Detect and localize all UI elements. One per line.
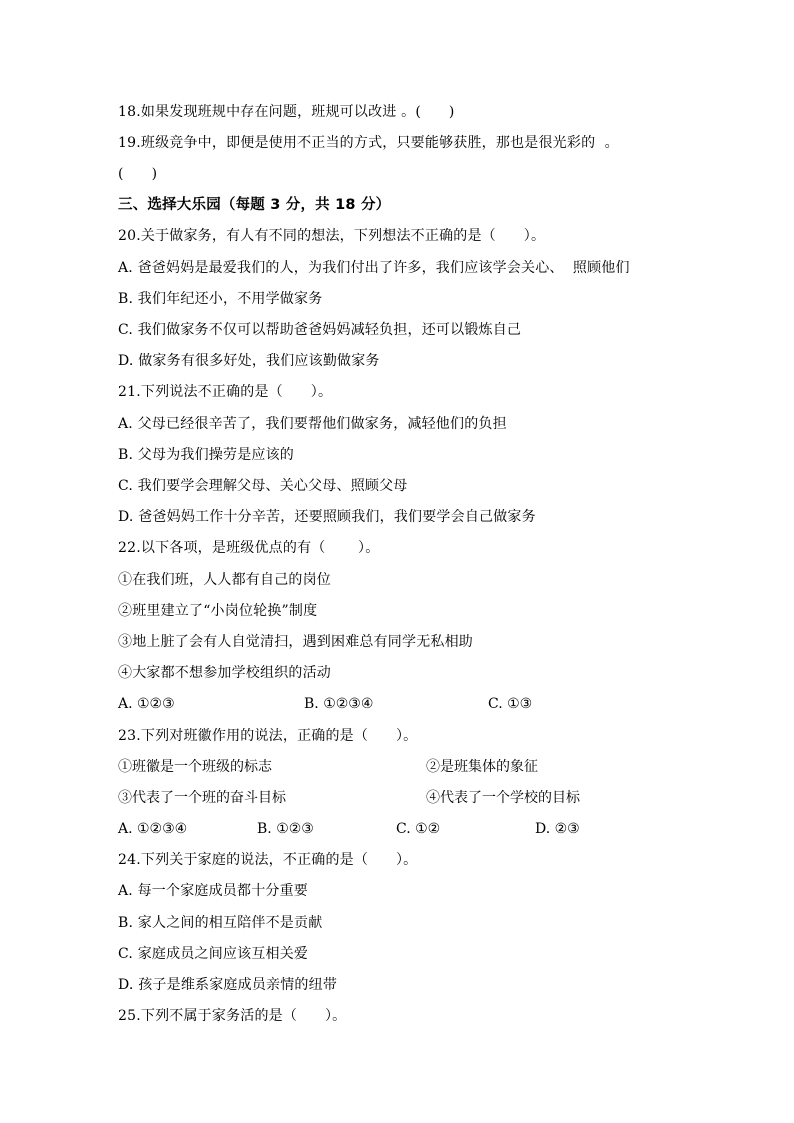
question-19: 19.班级竞争中，即便是使用不正当的方式，只要能够获胜，那也是很光彩的 。 [118,135,619,151]
question-24-option-a: A. 每一个家庭成员都十分重要 [118,883,309,899]
question-19-answer-blank: ( ) [118,166,158,182]
question-22-item-3: ③地上脏了会有人自觉清扫，遇到困难总有同学无私相助 [118,634,473,650]
question-22-option-b: B. ①②③④ [304,696,374,712]
question-20-stem: 20.关于做家务，有人有不同的想法，下列想法不正确的是（ ）。 [118,228,546,244]
question-20-option-b: B. 我们年纪还小，不用学做家务 [118,291,323,307]
question-23-stem: 23.下列对班徽作用的说法，正确的是（ ）。 [118,728,418,744]
question-18: 18.如果发现班规中存在问题，班规可以改进 。( ) [118,104,455,120]
question-21-option-a: A. 父母已经很辛苦了，我们要帮他们做家务，减轻他们的负担 [118,416,507,432]
question-21-stem: 21.下列说法不正确的是（ ）。 [118,384,333,400]
question-20-option-d: D. 做家务有很多好处，我们应该勤做家务 [118,353,380,369]
question-22-item-1: ①在我们班，人人都有自己的岗位 [118,572,331,588]
question-22-item-4: ④大家都不想参加学校组织的活动 [118,665,331,681]
question-22-stem: 22.以下各项，是班级优点的有（ ）。 [118,540,380,556]
question-24-stem: 24.下列关于家庭的说法，不正确的是（ ）。 [118,852,418,868]
question-20-option-c: C. 我们做家务不仅可以帮助爸爸妈妈减轻负担，还可以锻炼自己 [118,322,522,338]
question-23-item-3: ③代表了一个班的奋斗目标 [118,790,286,806]
question-21-option-b: B. 父母为我们操劳是应该的 [118,447,294,463]
question-25-stem: 25.下列不属于家务活的是（ ）。 [118,1008,347,1024]
question-24-option-c: C. 家庭成员之间应该互相关爱 [118,946,309,962]
question-20-option-a: A. 爸爸妈妈是最爱我们的人，为我们付出了许多，我们应该学会关心、 照顾他们 [118,260,630,276]
question-23-option-d: D. ②③ [535,821,580,837]
question-21-option-c: C. 我们要学会理解父母、关心父母、照顾父母 [118,478,408,494]
question-22-option-c: C. ①③ [488,696,533,712]
question-22-item-2: ②班里建立了“小岗位轮换”制度 [118,603,318,619]
question-24-option-b: B. 家人之间的相互陪伴不是贡献 [118,915,323,931]
section-3-title: 三、选择大乐园（每题 3 分，共 18 分） [118,197,391,213]
question-24-option-d: D. 孩子是维系家庭成员亲情的纽带 [118,977,338,993]
question-23-option-b: B. ①②③ [257,821,314,837]
question-23-item-4: ④代表了一个学校的目标 [426,790,580,806]
question-23-item-1: ①班徽是一个班级的标志 [118,759,272,775]
question-22-option-a: A. ①②③ [118,696,175,712]
question-23-item-2: ②是班集体的象征 [426,759,538,775]
question-23-option-c: C. ①② [396,821,441,837]
question-23-option-a: A. ①②③④ [118,821,188,837]
question-21-option-d: D. 爸爸妈妈工作十分辛苦，还要照顾我们，我们要学会自己做家务 [118,509,536,525]
